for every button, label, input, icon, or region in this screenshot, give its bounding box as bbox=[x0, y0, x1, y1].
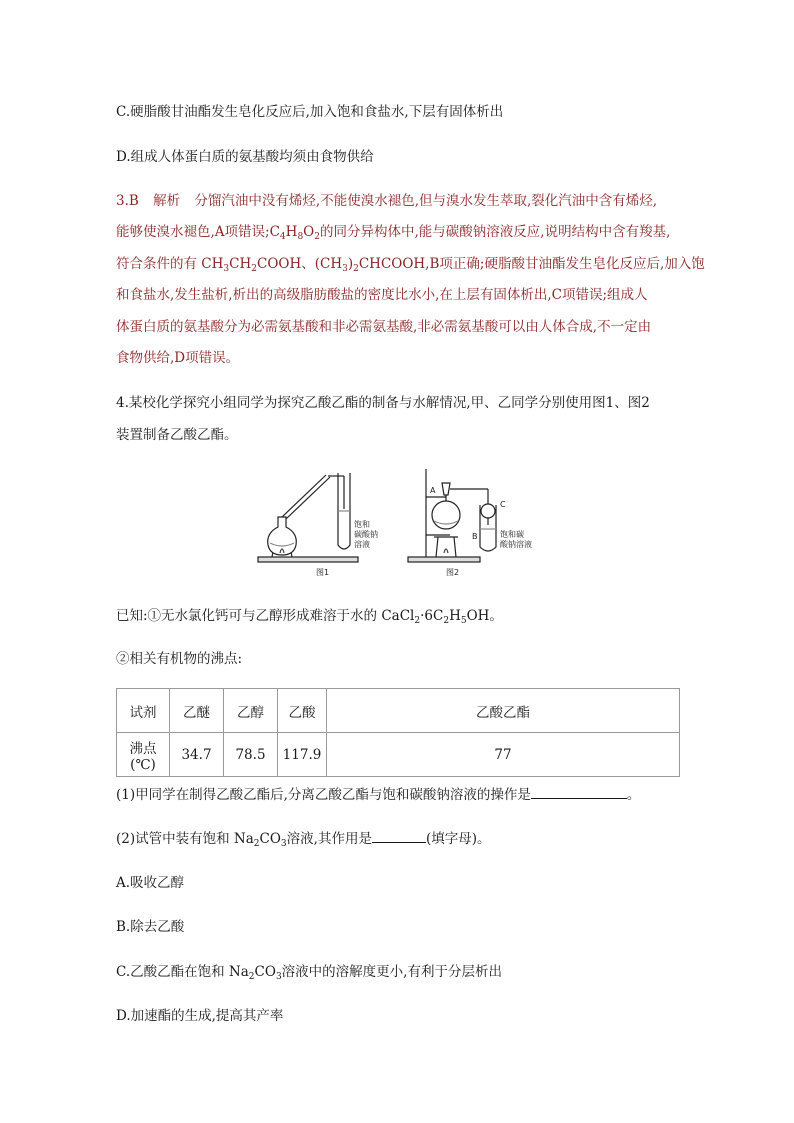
table-cell: 34.7 bbox=[170, 733, 224, 777]
question-4-line-1: 4.某校化学探究小组同学为探究乙酸乙酯的制备与水解情况,甲、乙同学分别使用图1、图2 bbox=[116, 395, 650, 411]
answer-line-2: 能够使溴水褪色,A项错误$;C_4H_8O_2$的同分异构体中,能与碳酸钠溶液反应,说明结构中含有羧基, bbox=[116, 224, 671, 242]
table-header-cell: 乙醇 bbox=[224, 689, 278, 733]
table-cell: 117.9 bbox=[278, 733, 327, 777]
answer-line-4: 和食盐水,发生盐析,析出的高级脂肪酸盐的密度比水小,在上层有固体析出,C项错误;组成人 bbox=[116, 287, 648, 303]
option-a: A.吸收乙醇 bbox=[116, 875, 185, 891]
option-d-prev: D.组成人体蛋白质的氨基酸均须由食物供给 bbox=[116, 149, 374, 165]
table-header-cell: 乙酸 bbox=[278, 689, 327, 733]
figure-1-label-line-2: 碳酸钠 bbox=[354, 530, 378, 539]
answer-line-1: 3.B 解析 分馏汽油中没有烯烃,不能使溴水褪色,但与溴水发生萃取,裂化汽油中含有烯烃, bbox=[116, 193, 658, 209]
figure-2-label-a: A bbox=[430, 486, 436, 495]
figure-1-label-line-1: 饱和 bbox=[354, 520, 370, 529]
figure-1-apparatus bbox=[258, 473, 358, 562]
figure-2-label-line-1: 饱和碳 bbox=[500, 530, 524, 539]
answer-line-6: 食物供给,D项错误。 bbox=[116, 350, 240, 366]
option-c-prev: C.硬脂酸甘油酯发生皂化反应后,加入饱和食盐水,下层有固体析出 bbox=[116, 104, 504, 120]
answer-blank-2[interactable] bbox=[372, 830, 426, 843]
answer-label: 3.B bbox=[116, 193, 139, 209]
option-c: C.乙酸乙酯在饱和 $Na_2CO_3$溶液中的溶解度更小,有利于分层析出 bbox=[116, 964, 502, 982]
option-b: B.除去乙酸 bbox=[116, 919, 185, 935]
table-header-row bbox=[117, 689, 680, 733]
figure-2-label-line-2: 酸钠溶液 bbox=[500, 540, 532, 549]
option-d: D.加速酯的生成,提高其产率 bbox=[116, 1008, 284, 1024]
figure-1-caption: 图1 bbox=[316, 568, 330, 577]
figure-2-apparatus bbox=[408, 469, 496, 562]
sub-question-1: (1)甲同学在制得乙酸乙酯后,分离乙酸乙酯与饱和碳酸钠溶液的操作是 。 bbox=[116, 787, 641, 803]
table-header-cell: 乙酸乙酯 bbox=[327, 689, 680, 733]
table-row bbox=[117, 733, 680, 777]
answer-blank-1[interactable] bbox=[531, 786, 627, 799]
question-4-line-2: 装置制备乙酸乙酯。 bbox=[116, 427, 238, 443]
table-header-cell: 试剂 bbox=[117, 689, 170, 733]
figure-1-label-line-3: 溶液 bbox=[354, 540, 370, 549]
boiling-point-table bbox=[116, 688, 680, 777]
figure-2-label-c: C bbox=[500, 500, 506, 509]
figure-2-label-b: B bbox=[472, 532, 478, 541]
answer-line-5: 体蛋白质的氨基酸分为必需氨基酸和非必需氨基酸,非必需氨基酸可以由人体合成,不一定由 bbox=[116, 319, 652, 335]
figure-2-caption: 图2 bbox=[446, 568, 460, 577]
known-line-1: 已知:①无水氯化钙可与乙醇形成难溶于水的 $CaCl_2\cdot 6C_2H_5OH$。 bbox=[116, 608, 503, 626]
answer-line-3: 符合条件的有 $CH_3CH_2COOH$、$(CH_3)_2CHCOOH,B$项正确;硬脂酸甘油酯发生皂化反应后,加入饱 bbox=[116, 256, 705, 274]
table-cell: 沸点(℃) bbox=[117, 733, 170, 777]
known-line-2: ②相关有机物的沸点: bbox=[116, 651, 243, 667]
table-cell: 77 bbox=[327, 733, 680, 777]
analysis-heading: 解析 bbox=[153, 193, 181, 209]
apparatus-figure bbox=[250, 465, 550, 580]
table-cell: 78.5 bbox=[224, 733, 278, 777]
sub-question-2: (2)试管中装有饱和 $Na_2CO_3$溶液,其作用是 (填字母)。 bbox=[116, 831, 491, 849]
table-header-cell: 乙醚 bbox=[170, 689, 224, 733]
